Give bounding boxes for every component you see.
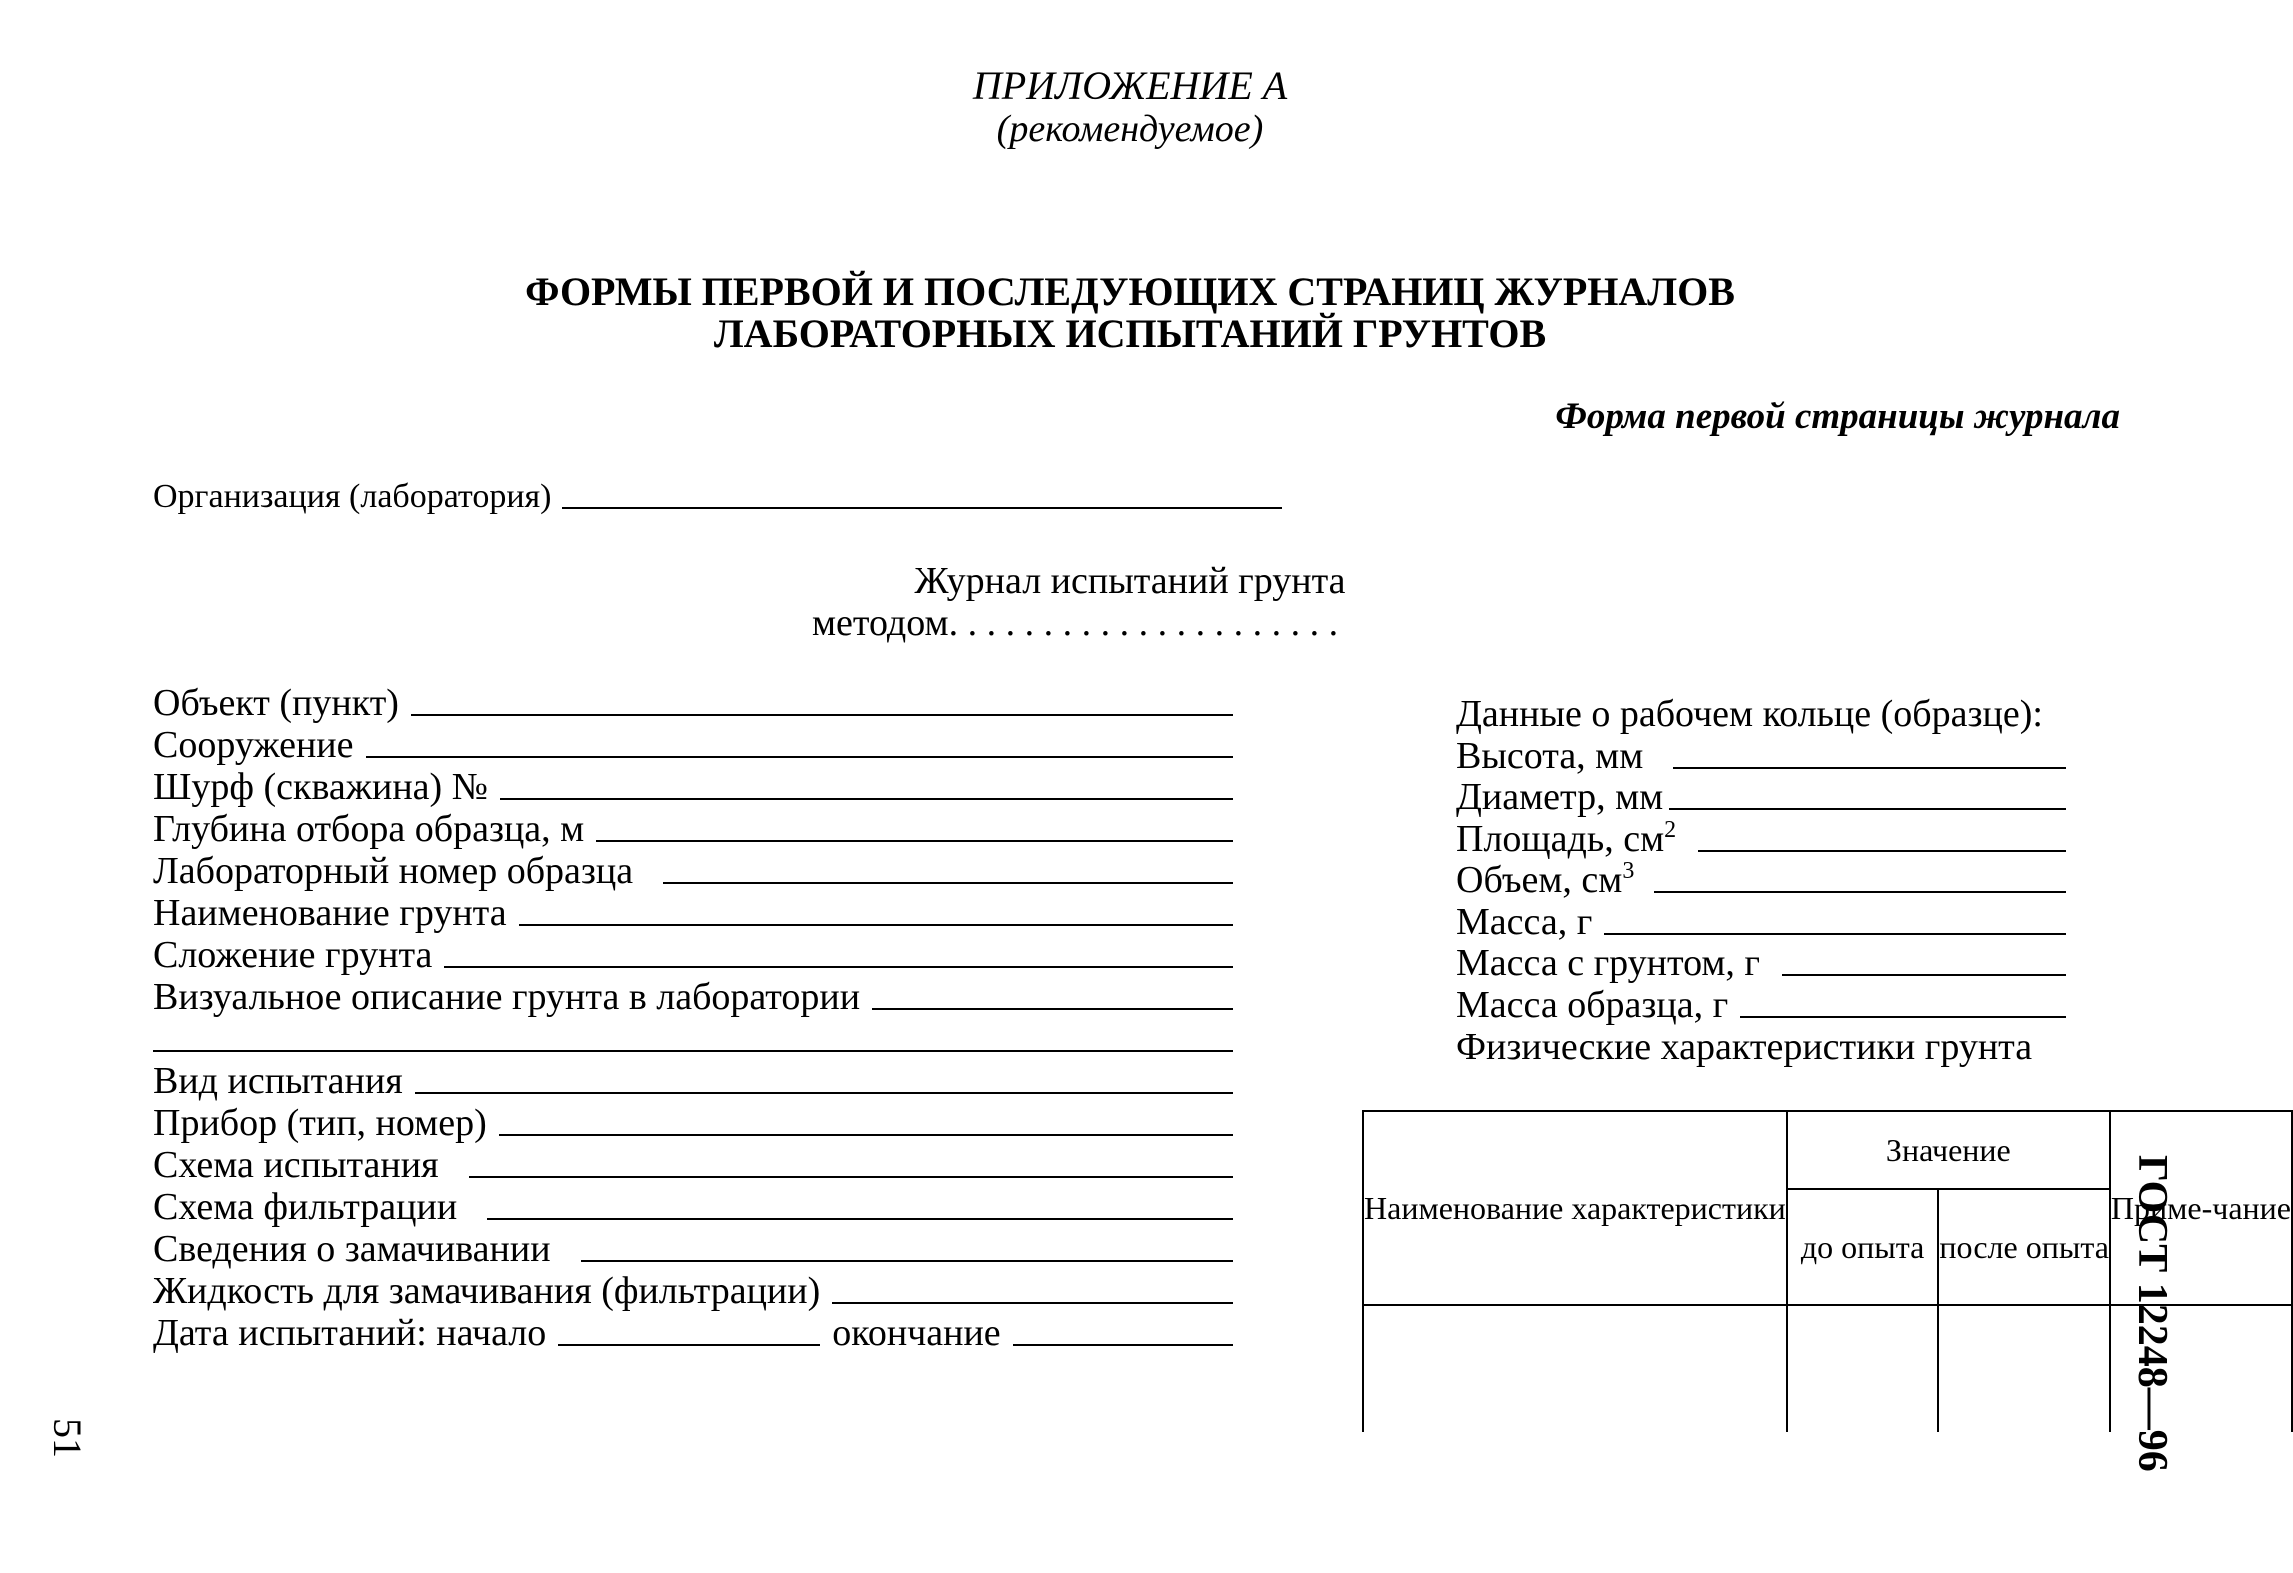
journal-method: методом. . . . . . . . . . . . . . . . . . . . . (812, 602, 1339, 644)
sample-fields (153, 682, 1233, 1354)
fill-line (444, 966, 1233, 968)
document-title-line-1: ФОРМЫ ПЕРВОЙ И ПОСЛЕДУЮЩИХ СТРАНИЦ ЖУРНАЛОВ (525, 269, 1735, 314)
header-cell-name (1363, 1111, 1787, 1305)
field-label: Объект (пункт) (153, 682, 399, 724)
end-date-label: окончание (832, 1312, 1001, 1354)
ring-fields (1456, 693, 2066, 1068)
field-blank-line (153, 1018, 1233, 1060)
header-value-text: Значение (1885, 1132, 2011, 1168)
field-soil-name (153, 892, 1233, 934)
field-label: Масса с грунтом, г (1456, 942, 1761, 984)
fill-line (1673, 767, 2066, 769)
appendix-type: (рекомендуемое) (996, 108, 1264, 150)
field-label: Вид испытания (153, 1060, 403, 1102)
header-cell-value (1787, 1111, 2110, 1189)
field-area (1456, 818, 2066, 860)
table-cell (1938, 1305, 2110, 1432)
field-test-type (153, 1060, 1233, 1102)
field-label: Сооружение (153, 724, 354, 766)
fill-line (519, 924, 1233, 926)
field-label (1456, 818, 1676, 860)
field-soaking-liquid (153, 1270, 1233, 1312)
fill-line (1740, 1016, 2066, 1018)
fill-line (469, 1176, 1233, 1178)
appendix-title: ПРИЛОЖЕНИЕ А (972, 63, 1288, 108)
end-date-line (1013, 1344, 1233, 1346)
fill-line (832, 1302, 1233, 1304)
field-label: Наименование грунта (153, 892, 507, 934)
fill-line (411, 714, 1233, 716)
field-label: Жидкость для замачивания (фильтрации) (153, 1270, 821, 1312)
field-label: Сведения о замачивании (153, 1228, 551, 1270)
document-title-line-2: ЛАБОРАТОРНЫХ ИСПЫТАНИЙ ГРУНТОВ (713, 311, 1547, 356)
fill-line (487, 1218, 1233, 1220)
fill-line (581, 1260, 1233, 1262)
field-pit (153, 766, 1233, 808)
fill-line (1782, 974, 2066, 976)
fill-line (366, 756, 1233, 758)
field-label: Дата испытаний: начало (153, 1312, 547, 1354)
field-label: Сложение грунта (153, 934, 433, 976)
field-label: Прибор (тип, номер) (153, 1102, 487, 1144)
fill-line (415, 1092, 1233, 1094)
field-sample-mass (1456, 984, 2066, 1026)
physical-heading-text: Физические характеристики грунта (1456, 1025, 2033, 1068)
organization-fill-line (562, 507, 1282, 509)
organization-label: Организация (лаборатория) (153, 478, 552, 515)
field-filtration-scheme (153, 1186, 1233, 1228)
ring-heading (1456, 693, 2066, 735)
fill-line (596, 840, 1233, 842)
field-diameter (1456, 777, 2066, 819)
physical-heading (1456, 1026, 2066, 1068)
volume-label: Объем, см (1456, 859, 1623, 901)
field-soaking (153, 1228, 1233, 1270)
field-object (153, 682, 1233, 724)
field-label: Схема фильтрации (153, 1186, 458, 1228)
table-cell (1363, 1305, 1787, 1432)
field-label: Схема испытания (153, 1144, 439, 1186)
field-label: Глубина отбора образца, м (153, 808, 585, 850)
ring-heading-text: Данные о рабочем кольце (образце): (1456, 693, 2043, 735)
field-depth (153, 808, 1233, 850)
area-exponent: 2 (1664, 816, 1677, 843)
field-test-dates (153, 1312, 1233, 1354)
fill-line (153, 1050, 1233, 1052)
field-test-scheme (153, 1144, 1233, 1186)
fill-line (1654, 891, 2066, 893)
volume-exponent: 3 (1622, 858, 1635, 884)
journal-title: Журнал испытаний грунта (914, 560, 1346, 602)
fill-line (872, 1008, 1233, 1010)
field-volume (1456, 860, 2066, 902)
field-label: Масса образца, г (1456, 983, 1729, 1026)
field-label: Лабораторный номер образца (153, 850, 634, 892)
area-label: Площадь, см (1456, 817, 1665, 860)
field-lab-number (153, 850, 1233, 892)
header-cell-after (1938, 1189, 2110, 1305)
fill-line (1669, 808, 2066, 810)
table-cell (1787, 1305, 1939, 1432)
field-label: Масса, г (1456, 900, 1593, 943)
start-date-line (558, 1344, 820, 1346)
fill-line (1604, 933, 2066, 935)
header-after-text: после опыта (1939, 1229, 2109, 1265)
fill-line (499, 1134, 1233, 1136)
header-name-text: Наименование характеристики (1364, 1190, 1786, 1226)
field-label: Визуальное описание грунта в лаборатории (153, 976, 861, 1018)
form-label: Форма первой страницы журнала (1555, 396, 2120, 437)
field-height (1456, 735, 2066, 777)
field-label: Диаметр, мм (1456, 776, 1664, 818)
fill-line (1698, 850, 2066, 852)
field-label: Высота, мм (1456, 734, 1644, 777)
fill-line (500, 798, 1233, 800)
organization-field (153, 477, 1282, 517)
header-note-text: Приме-чание (2110, 1190, 2291, 1226)
fill-line (663, 882, 1233, 884)
gost-designation: ГОСТ 12248—96 (2129, 1155, 2175, 1472)
field-mass-with-soil (1456, 943, 2066, 985)
header-cell-before (1787, 1189, 1939, 1305)
field-structure (153, 724, 1233, 766)
field-label (1456, 859, 1634, 901)
field-mass (1456, 901, 2066, 943)
field-label: Шурф (скважина) № (153, 766, 488, 808)
header-before-text: до опыта (1800, 1229, 1925, 1265)
field-device (153, 1102, 1233, 1144)
page-number: 51 (45, 1418, 90, 1458)
field-soil-structure (153, 934, 1233, 976)
field-visual-description (153, 976, 1233, 1018)
